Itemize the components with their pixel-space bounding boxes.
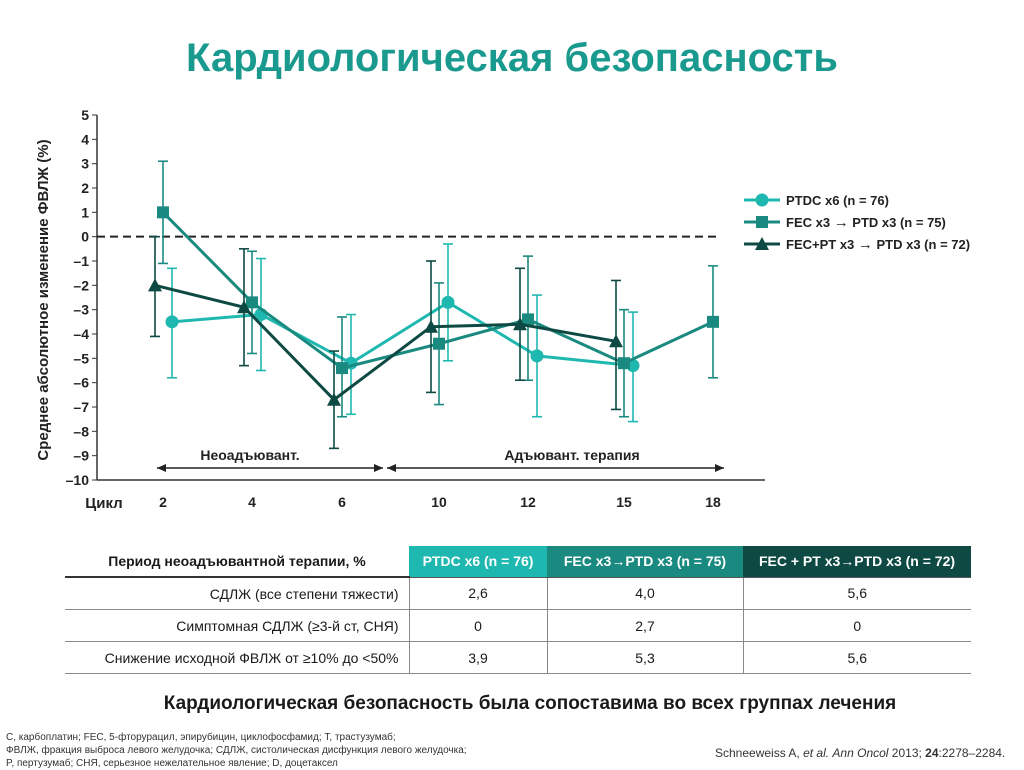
data-point xyxy=(442,296,455,309)
x-tick-label: 4 xyxy=(248,494,256,510)
table-cell: 2,6 xyxy=(409,577,547,610)
y-tick-label: –7 xyxy=(73,399,89,415)
y-tick-label: –2 xyxy=(73,277,89,294)
data-point xyxy=(707,316,719,328)
legend-label xyxy=(786,214,946,231)
table-header-fec-ptd xyxy=(547,546,743,577)
table-row xyxy=(65,610,971,642)
data-point xyxy=(336,362,348,374)
y-tick-label: 5 xyxy=(81,107,89,123)
chart-plot xyxy=(148,161,719,448)
y-tick-label: –8 xyxy=(73,423,89,440)
table-header-ptdc: PTDC x6 (n = 76) xyxy=(409,546,547,577)
citation xyxy=(715,746,1005,760)
data-point xyxy=(618,357,630,369)
y-tick-label: –10 xyxy=(65,472,89,488)
data-point xyxy=(531,349,544,362)
table-row xyxy=(65,577,971,610)
table-cell: 4,0 xyxy=(547,577,743,610)
footnotes xyxy=(6,731,646,770)
page-title: Кардиологическая безопасность xyxy=(186,36,838,80)
table-cell: 3,9 xyxy=(409,642,547,674)
legend-label xyxy=(786,193,889,208)
data-point xyxy=(166,315,179,328)
table-header-fec-pt-ptd-part1: FEC + PT x3 xyxy=(758,553,841,570)
y-tick-label: –6 xyxy=(73,374,89,391)
table-row-label: Симптомная СДЛЖ (≥3-й ст, СНЯ) xyxy=(65,610,409,642)
footnote-line: C, карбоплатин; FEC, 5-фторурацил, эпирубицин, циклофосфамид; T, трастузумаб; xyxy=(6,732,396,743)
y-tick-label: –1 xyxy=(73,253,89,269)
citation-pages: :2278–2284. xyxy=(938,746,1006,760)
legend-label xyxy=(786,236,970,253)
x-tick-label: 2 xyxy=(159,494,167,510)
table-header-fec-ptd-part2: PTD x3 (n = 75) xyxy=(625,553,727,570)
table-header-label: Период неоадъювантной терапии, % xyxy=(65,546,409,577)
legend-label-main: FEC x3 xyxy=(786,215,834,230)
arrow-head-icon xyxy=(387,464,396,472)
data-point xyxy=(157,206,169,218)
y-tick-label: 4 xyxy=(81,131,89,148)
legend-marker-icon xyxy=(756,194,769,207)
footnote-line: ФВЛЖ, фракция выброса левого желудочка; СДЛЖ, систолическая дисфункция левого желудочка; xyxy=(6,745,467,756)
table-header-fec-pt-ptd-part2: PTD x3 (n = 72) xyxy=(854,553,956,570)
y-tick-label: 2 xyxy=(81,180,89,196)
table-cell: 5,3 xyxy=(547,642,743,674)
table-row-label: СДЛЖ (все степени тяжести) xyxy=(65,577,409,610)
citation-authors: Schneeweiss A, xyxy=(715,746,804,760)
legend-label-main: FEC+PT x3 xyxy=(786,237,858,252)
citation-year: 2013; xyxy=(888,746,926,760)
table-header-fec-pt-ptd xyxy=(743,546,971,577)
y-tick-label: –9 xyxy=(73,447,89,464)
table-header-fec-ptd-part1: FEC x3 xyxy=(563,553,612,570)
y-tick-label: –4 xyxy=(73,326,89,342)
neoadjuvant-phase-label: Неоадъювант. xyxy=(200,447,300,463)
x-axis-label: Цикл xyxy=(85,495,123,512)
x-tick-label: 18 xyxy=(705,494,721,510)
legend-label-tail: PTD x3 (n = 75) xyxy=(848,215,946,230)
table-cell: 5,6 xyxy=(743,577,971,610)
arrow-icon: → xyxy=(840,553,855,570)
table-cell: 0 xyxy=(743,610,971,642)
arrow-icon: → xyxy=(833,214,849,231)
data-point xyxy=(148,278,162,291)
footnote-line: P, пертузумаб; СНЯ, серьезное нежелательное явление; D, доцетаксел xyxy=(6,758,338,769)
citation-volume: 24 xyxy=(925,746,939,760)
x-tick-label: 15 xyxy=(616,494,632,510)
arrow-head-icon xyxy=(374,464,383,472)
x-tick-label: 6 xyxy=(338,494,346,510)
legend-item-2 xyxy=(744,214,946,231)
legend-label-tail: PTD x3 (n = 72) xyxy=(872,237,971,252)
data-point xyxy=(246,296,258,308)
x-tick-label: 12 xyxy=(520,494,536,510)
arrow-head-icon xyxy=(715,464,724,472)
citation-journal: Ann Oncol xyxy=(832,746,889,760)
y-tick-label: 0 xyxy=(81,228,89,245)
y-tick-label: –5 xyxy=(73,350,89,367)
table-cell: 2,7 xyxy=(547,610,743,642)
chart-axes xyxy=(35,107,765,512)
series-2 xyxy=(157,161,719,417)
data-point xyxy=(433,338,445,350)
conclusion-text: Кардиологическая безопасность была сопоставима во всех группах лечения xyxy=(163,693,897,714)
y-tick-label: 3 xyxy=(81,155,89,172)
table-row-label: Снижение исходной ФВЛЖ от ≥10% до <50% xyxy=(65,642,409,674)
legend-marker-icon xyxy=(756,216,768,228)
y-tick-label: 1 xyxy=(81,204,89,221)
x-tick-label: 10 xyxy=(431,494,447,510)
chart-legend xyxy=(744,193,970,253)
y-tick-label: –3 xyxy=(73,301,89,318)
y-axis-label: Среднее абсолютное изменение ФВЛЖ (%) xyxy=(35,139,52,461)
arrow-icon: → xyxy=(857,236,873,253)
arrow-head-icon xyxy=(157,464,166,472)
legend-item-3 xyxy=(744,236,970,253)
cardiac-safety-table xyxy=(65,546,971,674)
citation-etal: et al. xyxy=(803,746,830,760)
table-cell: 5,6 xyxy=(743,642,971,674)
table-cell: 0 xyxy=(409,610,547,642)
table-header-row xyxy=(65,546,971,577)
table-row xyxy=(65,642,971,674)
adjuvant-phase-label: Адъювант. терапия xyxy=(504,447,640,463)
legend-item-1 xyxy=(744,193,889,208)
arrow-icon: → xyxy=(611,553,626,570)
legend-label-main: PTDC x6 (n = 76) xyxy=(786,193,889,208)
